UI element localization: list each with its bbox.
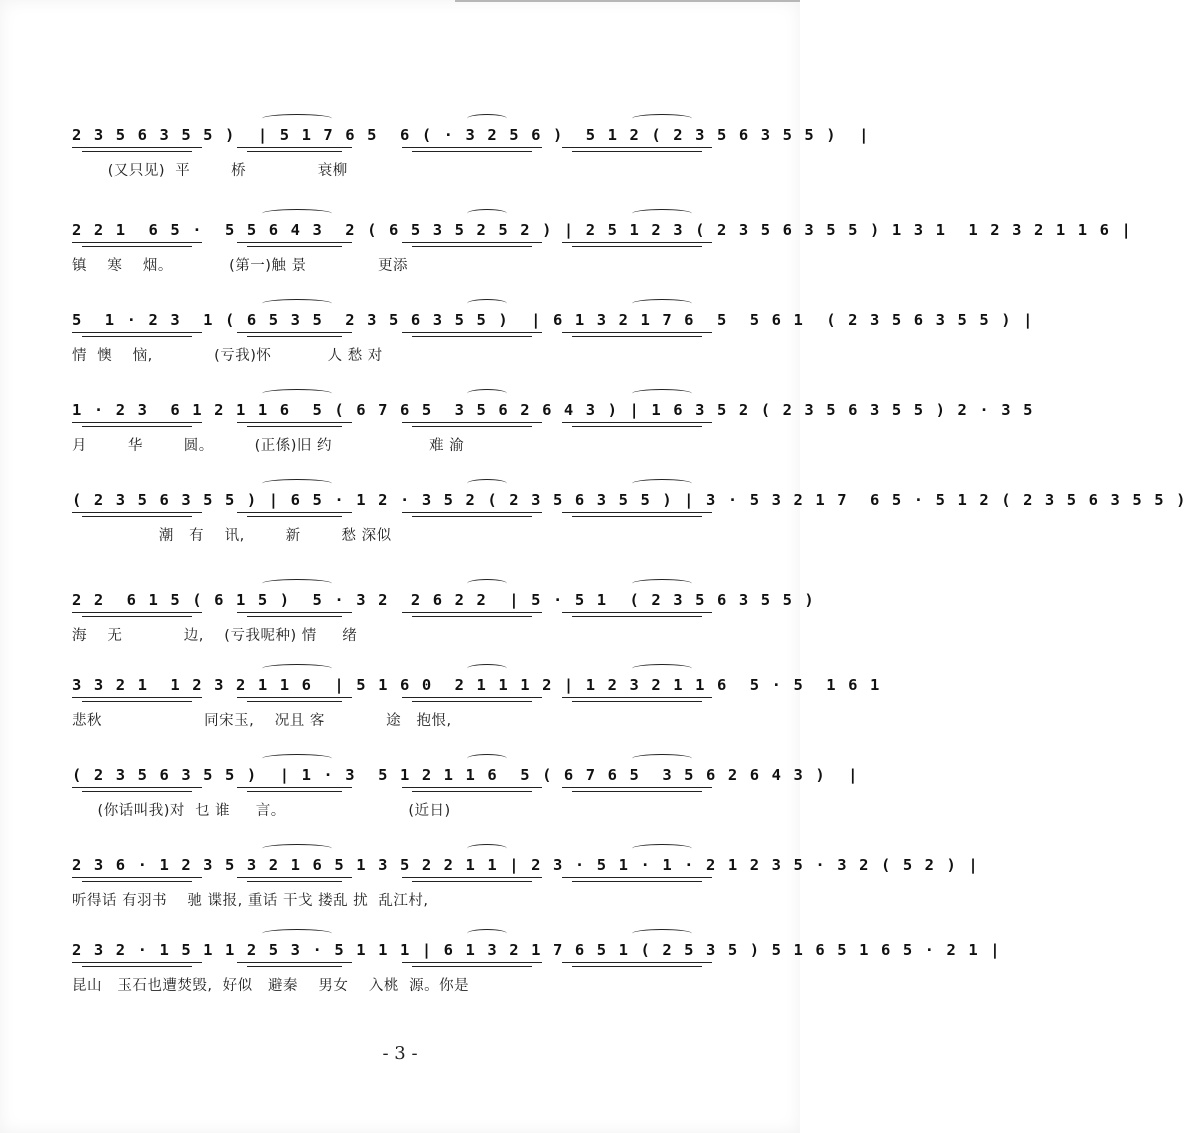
slur-mark	[467, 389, 507, 398]
beam-lines	[72, 422, 712, 434]
beam-line	[237, 242, 352, 243]
beam-line	[402, 422, 542, 423]
slur-mark	[632, 844, 692, 853]
beam-line	[247, 246, 342, 247]
beam-line	[72, 242, 202, 243]
beam-line	[402, 787, 542, 788]
beam-line	[572, 336, 702, 337]
slur-mark	[262, 579, 332, 588]
beam-line	[237, 962, 352, 963]
beam-line	[72, 612, 202, 613]
slur-mark	[632, 389, 692, 398]
beam-line	[237, 512, 352, 513]
jianpu-notes: ( 2 3 5 6 3 5 5 ) | 6 5 · 1 2 · 3 5 2 ( 2 3 5 6 3 5 5 ) | 3 · 5 3 2 1 7 6 5 · 5 1 2 ( 2 3 5 6 3 5 5 )	[72, 491, 1187, 509]
beam-lines	[72, 787, 712, 799]
beam-line	[72, 697, 202, 698]
beam-line	[72, 147, 202, 148]
lyrics-line: 情 懊 恼, (亏我)怀 人 愁 对	[72, 348, 383, 364]
slur-mark	[632, 299, 692, 308]
beam-line	[247, 966, 342, 967]
beam-line	[572, 151, 702, 152]
lyrics-line: 镇 寒 烟。 (第一)触 景 更添	[72, 258, 409, 274]
beam-line	[82, 426, 192, 427]
jianpu-notes: 2 3 6 · 1 2 3 5 3 2 1 6 5 1 3 5 2 2 1 1 | 2 3 · 5 1 · 1 · 2 1 2 3 5 · 3 2 ( 5 2 ) |	[72, 856, 980, 874]
jianpu-notes: 1 · 2 3 6 1 2 1 1 6 5 ( 6 7 6 5 3 5 6 2 6 4 3 ) | 1 6 3 5 2 ( 2 3 5 6 3 5 5 ) 2 · 3 5	[72, 401, 1034, 419]
beam-line	[72, 422, 202, 423]
beam-line	[412, 516, 532, 517]
page-number: - 3 -	[382, 1043, 418, 1064]
beam-line	[237, 697, 352, 698]
beam-lines	[72, 962, 712, 974]
slur-mark	[467, 579, 507, 588]
beam-line	[412, 616, 532, 617]
beam-line	[82, 336, 192, 337]
beam-line	[402, 962, 542, 963]
lyrics-line: (又只见) 平 桥 衰柳	[72, 163, 348, 179]
beam-line	[412, 336, 532, 337]
slur-mark	[262, 844, 332, 853]
slur-mark	[632, 209, 692, 218]
slur-mark	[467, 114, 507, 123]
slur-mark	[632, 664, 692, 673]
beam-line	[247, 881, 342, 882]
beam-line	[562, 877, 712, 878]
slur-mark	[467, 754, 507, 763]
jianpu-notes: 2 2 6 1 5 ( 6 1 5 ) 5 · 3 2 2 6 2 2 | 5 · 5 1 ( 2 3 5 6 3 5 5 )	[72, 591, 816, 609]
beam-line	[82, 966, 192, 967]
lyrics-line: 海 无 边, (亏我呢种) 情 绪	[72, 628, 358, 644]
beam-lines	[72, 697, 712, 709]
beam-line	[247, 336, 342, 337]
beam-lines	[72, 877, 712, 889]
jianpu-notes: 2 3 5 6 3 5 5 ) | 5 1 7 6 5 6 ( · 3 2 5 6 ) 5 1 2 ( 2 3 5 6 3 5 5 ) |	[72, 126, 871, 144]
beam-line	[72, 962, 202, 963]
beam-line	[237, 612, 352, 613]
slur-mark	[467, 299, 507, 308]
beam-line	[412, 791, 532, 792]
beam-line	[412, 246, 532, 247]
beam-line	[72, 877, 202, 878]
slur-mark	[262, 209, 332, 218]
beam-line	[562, 422, 712, 423]
lyrics-line: 潮 有 讯, 新 愁 深似	[72, 528, 392, 544]
beam-line	[562, 147, 712, 148]
slur-mark	[632, 754, 692, 763]
beam-lines	[72, 512, 712, 524]
beam-line	[572, 881, 702, 882]
beam-lines	[72, 147, 712, 159]
beam-line	[412, 881, 532, 882]
lyrics-line: 听得话 有羽书 驰 谍报, 重话 干戈 搂乱 扰 乱江村,	[72, 893, 429, 909]
beam-line	[412, 151, 532, 152]
beam-line	[247, 791, 342, 792]
slur-mark	[262, 754, 332, 763]
slur-mark	[262, 929, 332, 938]
beam-lines	[72, 242, 712, 254]
beam-line	[412, 426, 532, 427]
beam-line	[247, 426, 342, 427]
slur-mark	[632, 579, 692, 588]
beam-line	[72, 512, 202, 513]
beam-line	[247, 701, 342, 702]
beam-line	[82, 616, 192, 617]
beam-line	[562, 612, 712, 613]
beam-line	[247, 616, 342, 617]
slur-mark	[632, 479, 692, 488]
beam-line	[562, 962, 712, 963]
jianpu-notes: ( 2 3 5 6 3 5 5 ) | 1 · 3 5 1 2 1 1 6 5 ( 6 7 6 5 3 5 6 2 6 4 3 ) |	[72, 766, 860, 784]
beam-line	[82, 151, 192, 152]
slur-mark	[632, 114, 692, 123]
beam-line	[572, 791, 702, 792]
beam-line	[572, 966, 702, 967]
beam-line	[82, 881, 192, 882]
beam-line	[562, 787, 712, 788]
beam-line	[247, 151, 342, 152]
slur-mark	[262, 299, 332, 308]
beam-line	[412, 701, 532, 702]
jianpu-notes: 2 3 2 · 1 5 1 1 2 5 3 · 5 1 1 1 | 6 1 3 2 1 7 6 5 1 ( 2 5 3 5 ) 5 1 6 5 1 6 5 · 2 1 |	[72, 941, 1002, 959]
beam-line	[402, 147, 542, 148]
slur-mark	[262, 664, 332, 673]
beam-line	[562, 697, 712, 698]
beam-line	[572, 426, 702, 427]
beam-line	[237, 147, 352, 148]
beam-line	[402, 242, 542, 243]
beam-line	[572, 516, 702, 517]
jianpu-notes: 3 3 2 1 1 2 3 2 1 1 6 | 5 1 6 0 2 1 1 1 2 | 1 2 3 2 1 1 6 5 · 5 1 6 1	[72, 676, 881, 694]
beam-line	[402, 512, 542, 513]
beam-line	[562, 332, 712, 333]
lyrics-line: 月 华 圆。 (正係)旧 约 难 渝	[72, 438, 465, 454]
beam-line	[237, 787, 352, 788]
beam-line	[412, 966, 532, 967]
beam-line	[402, 332, 542, 333]
beam-lines	[72, 332, 712, 344]
beam-line	[562, 242, 712, 243]
beam-line	[247, 516, 342, 517]
beam-line	[572, 701, 702, 702]
beam-line	[572, 616, 702, 617]
slur-mark	[262, 389, 332, 398]
slur-mark	[467, 929, 507, 938]
beam-line	[82, 701, 192, 702]
slur-mark	[467, 844, 507, 853]
beam-line	[402, 697, 542, 698]
slur-mark	[262, 479, 332, 488]
top-scan-edge	[455, 0, 800, 2]
lyrics-line: 悲秋 同宋玉, 况且 客 途 抱恨,	[72, 713, 452, 729]
beam-line	[82, 791, 192, 792]
beam-lines	[72, 612, 712, 624]
beam-line	[237, 332, 352, 333]
beam-line	[72, 787, 202, 788]
beam-line	[402, 612, 542, 613]
slur-mark	[262, 114, 332, 123]
beam-line	[82, 516, 192, 517]
slur-mark	[467, 209, 507, 218]
lyrics-line: (你话叫我)对 乜 谁 言。 (近日)	[72, 803, 451, 819]
beam-line	[562, 512, 712, 513]
lyrics-line: 昆山 玉石也遭焚毁, 好似 避秦 男女 入桃 源。你是	[72, 978, 470, 994]
beam-line	[402, 877, 542, 878]
slur-mark	[632, 929, 692, 938]
beam-line	[572, 246, 702, 247]
beam-line	[237, 877, 352, 878]
jianpu-notes: 2 2 1 6 5 · 5 5 6 4 3 2 ( 6 5 3 5 2 5 2 ) | 2 5 1 2 3 ( 2 3 5 6 3 5 5 ) 1 3 1 1 2 3 2 1 1 6 |	[72, 221, 1133, 239]
slur-mark	[467, 479, 507, 488]
slur-mark	[467, 664, 507, 673]
beam-line	[72, 332, 202, 333]
beam-line	[237, 422, 352, 423]
beam-line	[82, 246, 192, 247]
jianpu-notes: 5 1 · 2 3 1 ( 6 5 3 5 2 3 5 6 3 5 5 ) | 6 1 3 2 1 7 6 5 5 6 1 ( 2 3 5 6 3 5 5 ) |	[72, 311, 1034, 329]
